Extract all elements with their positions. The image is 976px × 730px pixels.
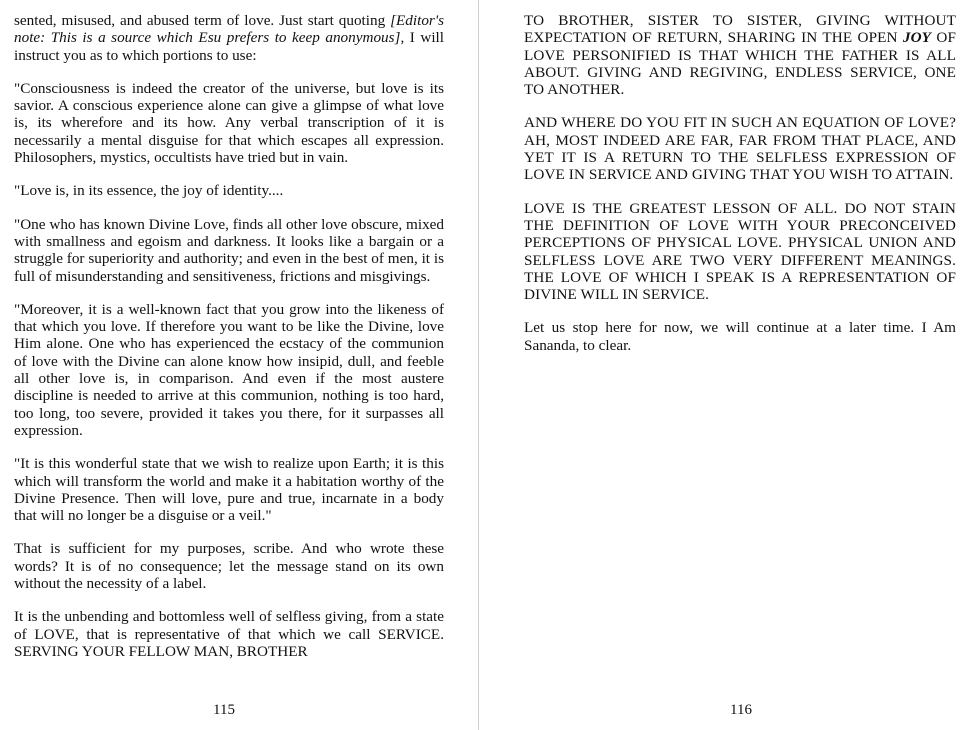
left-page-text <box>14 12 444 676</box>
paragraph: It is the unbending and bottomless well of selfless giving, from a state of LOVE, that is representative of that which we call SERVICE. SERVING YOUR FELLOW MAN, BROTHER <box>14 608 444 660</box>
paragraph: "Moreover, it is a well-known fact that you grow into the likeness of that which you love. If therefore you want to be like the Divine, love Him alone. One who has experienced the ecstacy of the communion of love with the Divine can alone know how insipid, dull, and feeble all other love is, in comparison. And even if the most austere discipline is needed to arrive at this communion, nothing is too hard, too long, too severe, provided it takes you there, for it surpasses all expression. <box>14 300 444 439</box>
paragraph: "Consciousness is indeed the creator of the universe, but love is its savior. A conscious experience alone can give a glimpse of what love is, its wherefore and its how. Any verbal transcription of it is necessarily a mental disguise for that which escapes all expression. Philosophers, mystics, occultists have tried but in vain. <box>14 79 444 167</box>
paragraph: That is sufficient for my purposes, scribe. And who wrote these words? It is of no consequence; let the message stand on its own without the necessity of a label. <box>14 540 444 593</box>
paragraph: AND WHERE DO YOU FIT IN SUCH AN EQUATION OF LOVE? AH, MOST INDEED ARE FAR, FAR FROM THAT PLACE, AND YET IT IS A RETURN TO THE SELFLESS EXPRESSION OF LOVE IN SERVICE AND GIVING THAT YOU WISH TO ATTAIN. <box>524 114 956 184</box>
paragraph-text: sented, misused, and abused term of love. Just start quoting <box>14 12 391 29</box>
paragraph: LOVE IS THE GREATEST LESSON OF ALL. DO NOT STAIN THE DEFINITION OF LOVE WITH YOUR PRECONCEIVED PERCEPTIONS OF PHYSICAL LOVE. PHYSICAL UNION AND SELFLESS LOVE ARE TWO VERY DIFFERENT MEANINGS. THE LOVE OF WHICH I SPEAK IS A REPRESENTATION OF DIVINE WILL IN SERVICE. <box>524 199 956 304</box>
paragraph: "It is this wonderful state that we wish to realize upon Earth; it is this which will transform the world and make it a habitation worthy of the Divine Presence. Then will love, pure and true, incarnate in a body that will no longer be a disguise or a veil." <box>14 455 444 525</box>
paragraph <box>524 12 956 98</box>
paragraph: "One who has known Divine Love, finds all other love obscure, mixed with smallness and egoism and darkness. It looks like a bargain or a struggle for superiority and authority; and even in the best of men, it is full of misunderstanding and sensitiveness, frictions and misgivings. <box>14 215 444 285</box>
right-page-text <box>524 12 956 370</box>
paragraph: "Love is, in its essence, the joy of identity.... <box>14 182 284 200</box>
paragraph-text: TO BROTHER, SISTER TO SISTER, GIVING WITHOUT EXPECTATION OF RETURN, SHARING IN THE OPEN <box>524 12 956 47</box>
paragraph <box>14 12 444 64</box>
left-page <box>0 0 478 730</box>
paragraph-text: , I will instruct you as to which portions to use: <box>14 29 444 64</box>
right-page <box>480 0 976 730</box>
editor-note: [Editor's note: This is a source which Esu prefers to keep anonymous] <box>14 12 444 47</box>
page-number: 116 <box>730 702 752 718</box>
emphasis: JOY <box>902 29 932 47</box>
book-gutter <box>478 0 479 730</box>
paragraph-text: OF LOVE PERSONIFIED IS THAT WHICH THE FATHER IS ALL ABOUT. GIVING AND REGIVING, ENDLESS SERVICE, ONE TO ANOTHER. <box>524 29 956 99</box>
page-number: 115 <box>213 702 235 718</box>
paragraph: Let us stop here for now, we will continue at a later time. I Am Sananda, to clear. <box>524 319 956 354</box>
